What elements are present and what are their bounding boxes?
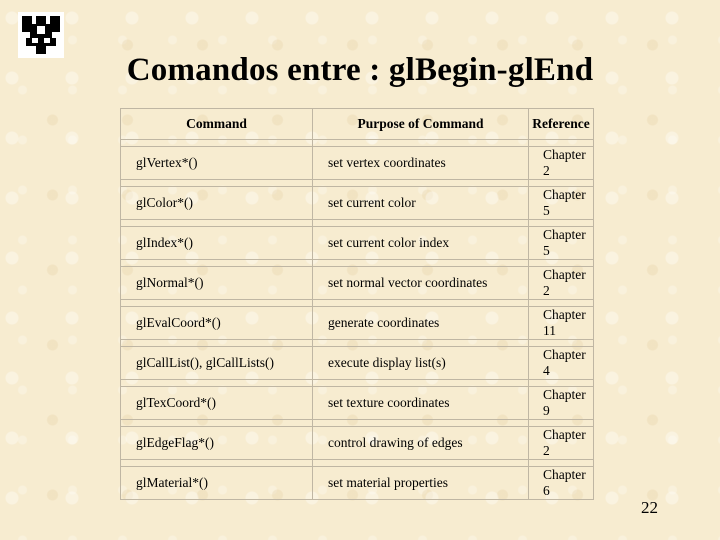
reference-cell: Chapter 2 bbox=[529, 427, 594, 460]
row-separator bbox=[121, 180, 594, 187]
row-separator bbox=[121, 260, 594, 267]
purpose-cell: generate coordinates bbox=[313, 307, 529, 340]
purpose-cell: set normal vector coordinates bbox=[313, 267, 529, 300]
command-cell: glVertex*() bbox=[121, 147, 313, 180]
row-separator bbox=[121, 340, 594, 347]
command-cell: glIndex*() bbox=[121, 227, 313, 260]
table-row bbox=[121, 307, 594, 340]
row-separator bbox=[121, 300, 594, 307]
table-row bbox=[121, 147, 594, 180]
row-separator bbox=[121, 460, 594, 467]
header-purpose: Purpose of Command bbox=[313, 109, 529, 140]
command-cell: glEdgeFlag*() bbox=[121, 427, 313, 460]
reference-cell: Chapter 5 bbox=[529, 227, 594, 260]
table-header-row bbox=[121, 109, 594, 140]
reference-cell: Chapter 6 bbox=[529, 467, 594, 500]
slide-title: Comandos entre : glBegin-glEnd bbox=[126, 52, 594, 88]
commands-table bbox=[120, 108, 594, 500]
page-number: 22 bbox=[641, 498, 658, 517]
purpose-cell: set current color bbox=[313, 187, 529, 220]
table-row bbox=[121, 427, 594, 460]
purpose-cell: set material properties bbox=[313, 467, 529, 500]
command-cell: glMaterial*() bbox=[121, 467, 313, 500]
table-row bbox=[121, 387, 594, 420]
table-row bbox=[121, 467, 594, 500]
purpose-cell: set vertex coordinates bbox=[313, 147, 529, 180]
command-cell: glNormal*() bbox=[121, 267, 313, 300]
table-row bbox=[121, 227, 594, 260]
purpose-cell: execute display list(s) bbox=[313, 347, 529, 380]
reference-cell: Chapter 9 bbox=[529, 387, 594, 420]
table-body bbox=[121, 140, 594, 500]
header-reference: Reference bbox=[529, 109, 594, 140]
command-cell: glCallList(), glCallLists() bbox=[121, 347, 313, 380]
row-separator bbox=[121, 140, 594, 147]
command-cell: glEvalCoord*() bbox=[121, 307, 313, 340]
reference-cell: Chapter 2 bbox=[529, 147, 594, 180]
header-command: Command bbox=[121, 109, 313, 140]
purpose-cell: set texture coordinates bbox=[313, 387, 529, 420]
reference-cell: Chapter 4 bbox=[529, 347, 594, 380]
table-row bbox=[121, 347, 594, 380]
reference-cell: Chapter 11 bbox=[529, 307, 594, 340]
command-cell: glTexCoord*() bbox=[121, 387, 313, 420]
row-separator bbox=[121, 380, 594, 387]
purpose-cell: set current color index bbox=[313, 227, 529, 260]
row-separator bbox=[121, 220, 594, 227]
table-row bbox=[121, 267, 594, 300]
reference-cell: Chapter 5 bbox=[529, 187, 594, 220]
reference-cell: Chapter 2 bbox=[529, 267, 594, 300]
table-row bbox=[121, 187, 594, 220]
command-cell: glColor*() bbox=[121, 187, 313, 220]
purpose-cell: control drawing of edges bbox=[313, 427, 529, 460]
row-separator bbox=[121, 420, 594, 427]
